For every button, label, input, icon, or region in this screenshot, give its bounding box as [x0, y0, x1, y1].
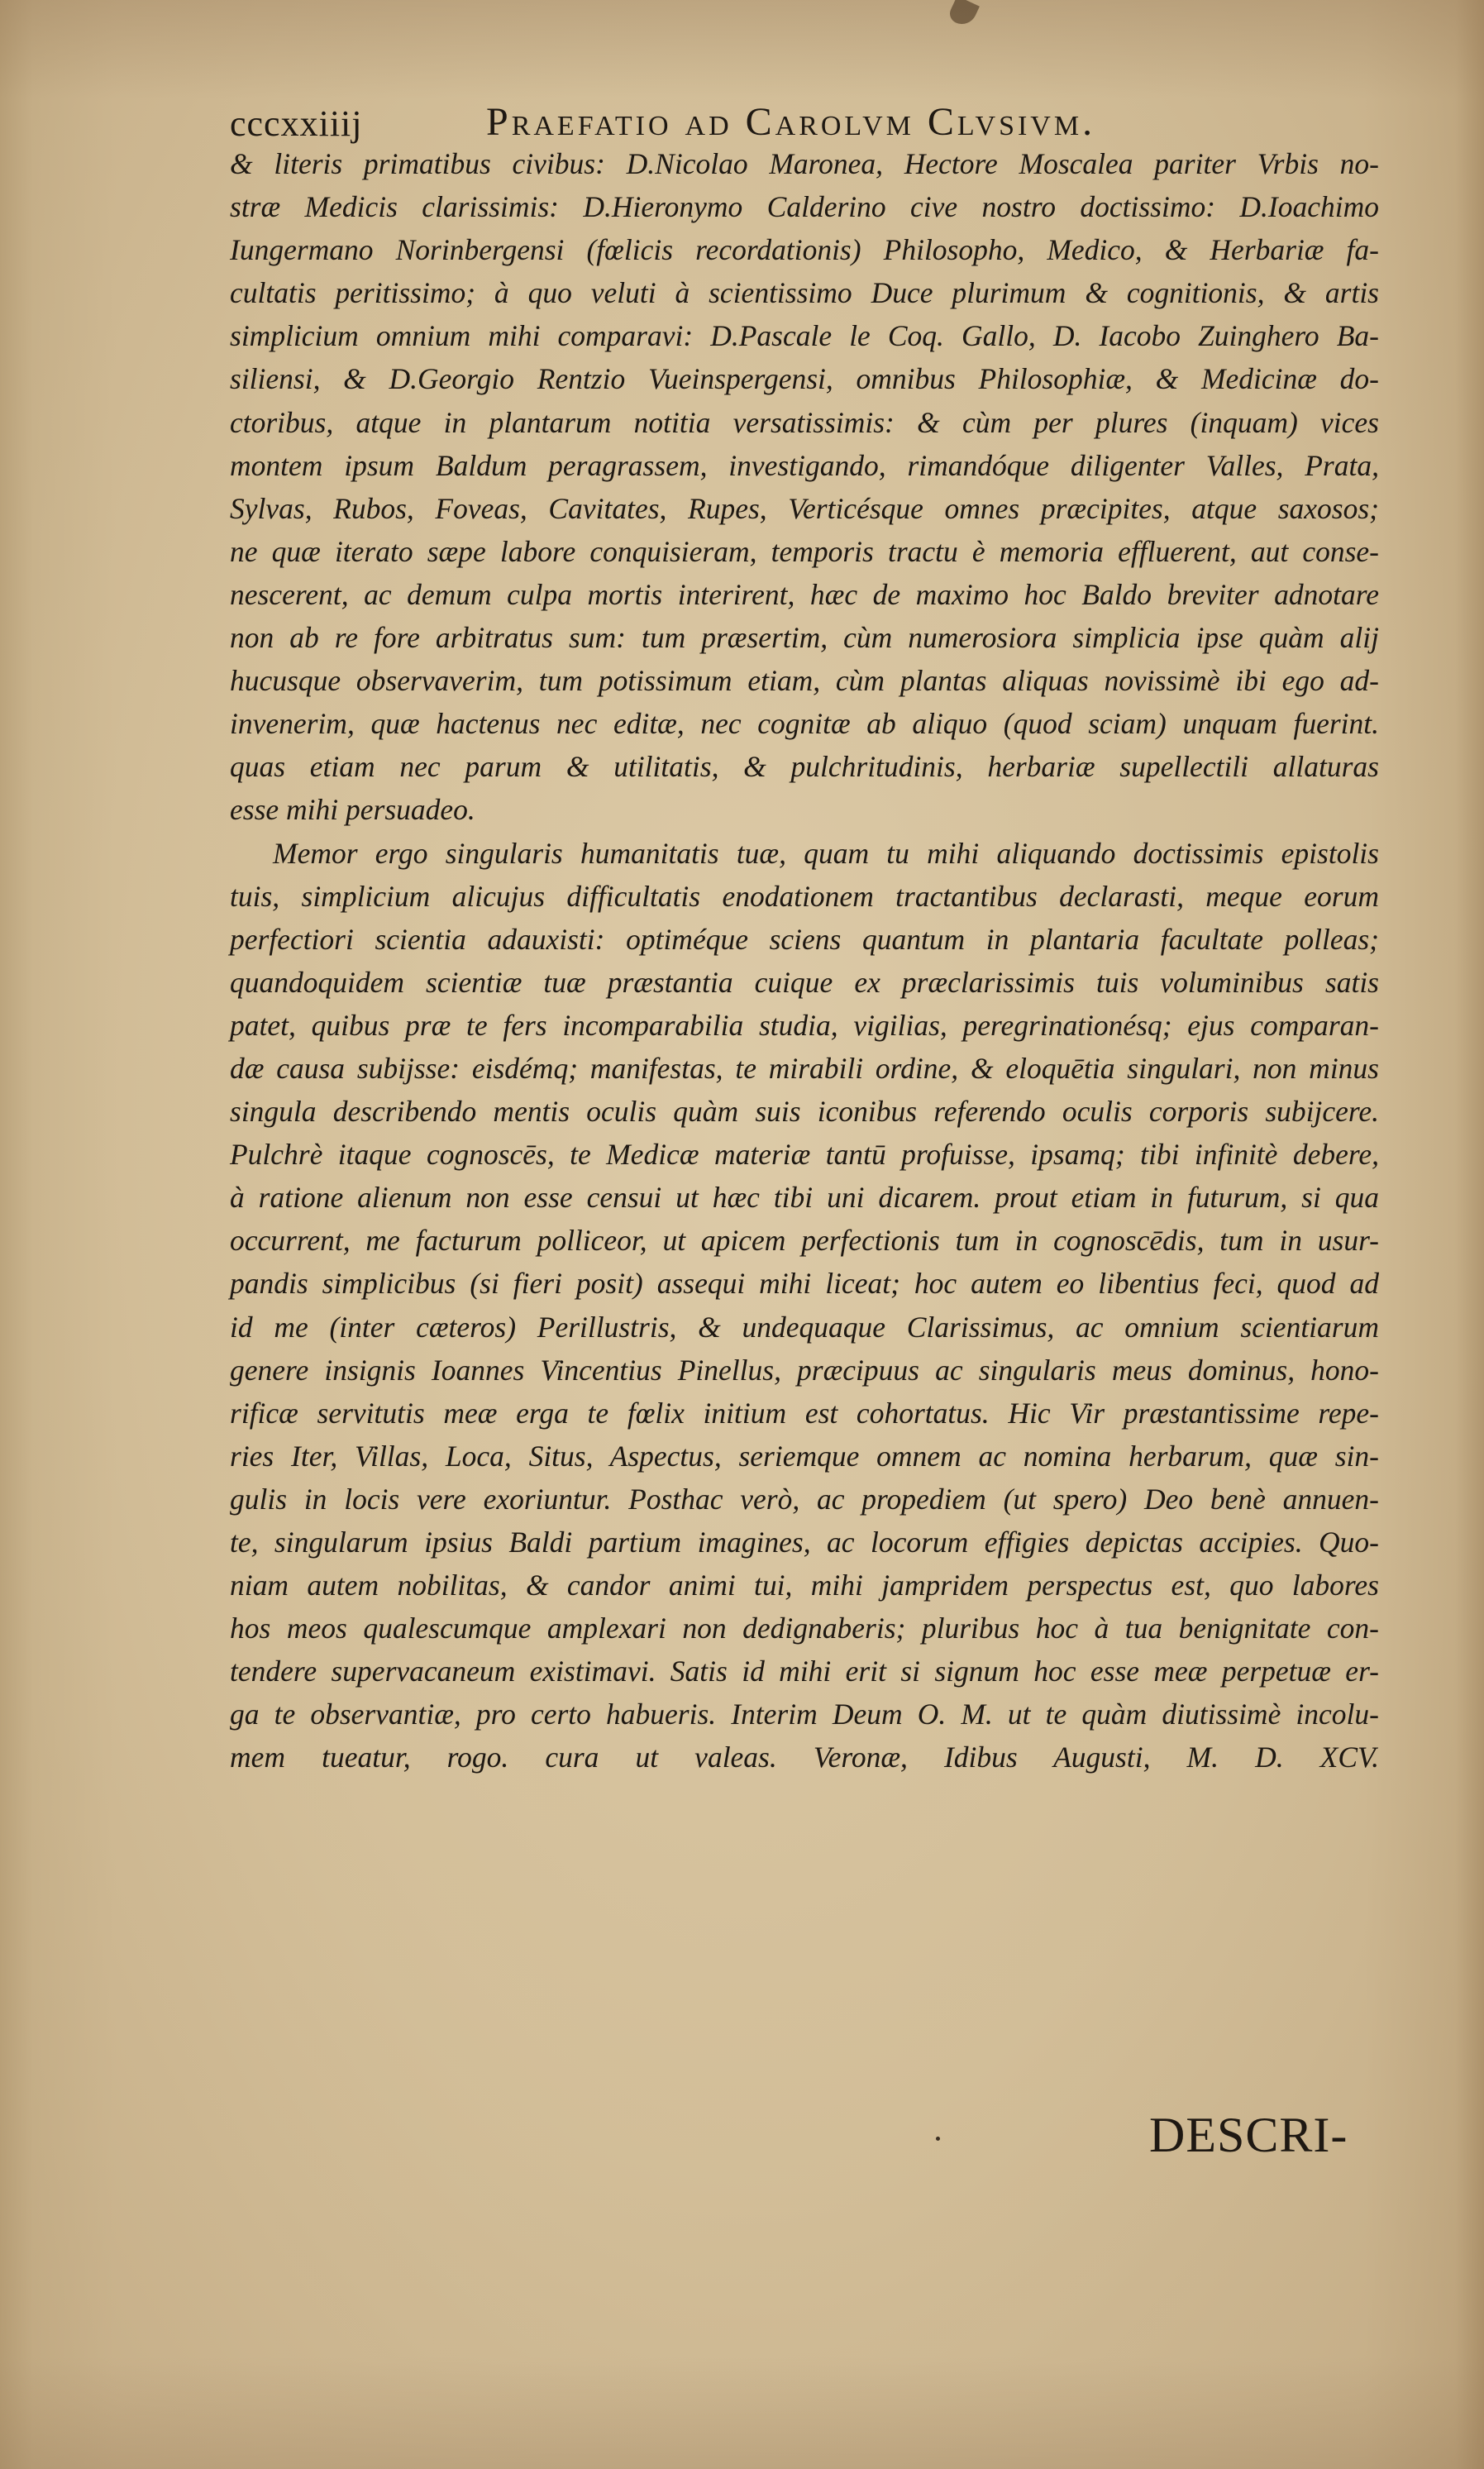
text-line: singula describendo mentis oculis quàm suis iconibus referendo oculis corporis subijcere. — [230, 1095, 1379, 1129]
text-line: id me (inter cæteros) Perillustris, & undequaque Clarissimus, ac omnium scientiarum — [230, 1310, 1379, 1344]
text-line: stræ Medicis clarissimis: D.Hieronymo Calderino cive nostro doctissimo: D.Ioachimo — [230, 190, 1379, 224]
text-line: genere insignis Ioannes Vincentius Pinellus, præcipuus ac singularis meus dominus, hono- — [230, 1353, 1379, 1387]
text-line: simplicium omnium mihi comparavi: D.Pascale le Coq. Gallo, D. Iacobo Zuinghero Ba- — [230, 319, 1379, 353]
text-line: Sylvas, Rubos, Foveas, Cavitates, Rupes, Verticésque omnes præcipites, atque saxosos; — [230, 491, 1379, 525]
text-line: quandoquidem scientiæ tuæ præstantia cuique ex præclarissimis tuis voluminibus satis — [230, 965, 1379, 999]
text-line: hucusque observaverim, tum potissimum etiam, cùm plantas aliquas novissimè ibi ego ad- — [230, 664, 1379, 698]
paragraph-end-line: esse mihi persuadeo. — [230, 793, 475, 827]
text-line: gulis in locis vere exoriuntur. Posthac verò, ac propediem (ut spero) Deo benè annuen- — [230, 1482, 1379, 1516]
text-line: occurrent, me facturum polliceor, ut apicem perfectionis tum in cognoscēdis, tum in usur- — [230, 1224, 1379, 1258]
bottom-edge-shadow — [0, 2357, 1484, 2469]
text-line: hos meos qualescumque amplexari non dedignaberis; pluribus hoc à tua benignitate con- — [230, 1612, 1379, 1645]
text-line: ne quæ iterato sæpe labore conquisieram, temporis tractu è memoria effluerent, aut conse- — [230, 534, 1379, 568]
text-line: ga te observantiæ, pro certo habueris. Interim Deum O. M. ut te quàm diutissimè incolu- — [230, 1698, 1379, 1731]
folio-number: cccxxiiij — [230, 103, 363, 144]
text-line: niam autem nobilitas, & candor animi tui, mihi jampridem perspectus est, quo labores — [230, 1569, 1379, 1602]
paragraph-first-line: Memor ergo singularis humanitatis tuæ, quam tu mihi aliquando doctissimis epistolis — [273, 836, 1379, 870]
top-edge-shadow — [0, 0, 1484, 99]
text-line: te, singularum ipsius Baldi partium imagines, ac locorum effigies depictas accipies. Quo- — [230, 1526, 1379, 1559]
text-line: invenerim, quæ hactenus nec editæ, nec cognitæ ab aliquo (quod sciam) unquam fuerint. — [230, 707, 1379, 741]
text-line: nescerent, ac demum culpa mortis interirent, hæc de maximo hoc Baldo breviter adnotare — [230, 577, 1379, 611]
ink-speck — [936, 2137, 940, 2141]
text-line: non ab re fore arbitratus sum: tum præsertim, cùm numerosiora simplicia ipse quàm alij — [230, 621, 1379, 655]
running-title: Praefatio ad Carolvm Clvsivm. — [486, 100, 1096, 144]
text-line: pandis simplicibus (si fieri posit) assequi mihi liceat; hoc autem eo libentius feci, quod ad — [230, 1267, 1379, 1301]
text-line: dæ causa subijsse: eisdémq; manifestas, te mirabili ordine, & eloquētia singulari, non minus — [230, 1051, 1379, 1085]
text-line: perfectiori scientia adauxisti: optiméque sciens quantum in plantaria facultate polleas; — [230, 922, 1379, 956]
ink-blot — [947, 0, 980, 29]
text-line: siliensi, & D.Georgio Rentzio Vueinspergensi, omnibus Philosophiæ, & Medicinæ do- — [230, 362, 1379, 396]
body-text — [230, 142, 1379, 1822]
text-line: montem ipsum Baldum peragrassem, investigando, rimandóque diligenter Valles, Prata, — [230, 448, 1379, 482]
page-header — [230, 93, 1379, 146]
text-line: tuis, simplicium alicujus difficultatis enodationem tractantibus declarasti, meque eorum — [230, 879, 1379, 913]
text-line: quas etiam nec parum & utilitatis, & pulchritudinis, herbariæ supellectili allaturas — [230, 750, 1379, 784]
text-line: mem tueatur, rogo. cura ut valeas. Veronæ, Idibus Augusti, M. D. XCV. — [230, 1741, 1379, 1774]
text-line: rificæ servitutis meæ erga te fœlix initium est cohortatus. Hic Vir præstantissime repe- — [230, 1396, 1379, 1430]
text-line: tendere supervacaneum existimavi. Satis id mihi erit si signum hoc esse meæ perpetuæ er- — [230, 1655, 1379, 1688]
text-line: à ratione alienum non esse censui ut hæc tibi uni dicarem. prout etiam in futurum, si qua — [230, 1181, 1379, 1215]
text-line: patet, quibus præ te fers incomparabilia studia, vigilias, peregrinationésq; ejus comparan- — [230, 1008, 1379, 1042]
text-line: cultatis peritissimo; à quo veluti à scientissimo Duce plurimum & cognitionis, & artis — [230, 276, 1379, 310]
text-line: Iungermano Norinbergensi (fœlicis recordationis) Philosopho, Medico, & Herbariæ fa- — [230, 233, 1379, 267]
text-line: ries Iter, Villas, Loca, Situs, Aspectus, seriemque omnem ac nomina herbarum, quæ sin- — [230, 1439, 1379, 1473]
closing-line — [230, 1779, 1379, 1822]
text-line: & literis primatibus civibus: D.Nicolao Maronea, Hectore Moscalea pariter Vrbis no- — [230, 147, 1379, 180]
text-line: ctoribus, atque in plantarum notitia versatissimis: & cùm per plures (inquam) vices — [230, 405, 1379, 439]
text-line: Pulchrè itaque cognoscēs, te Medicæ materiæ tantū profuisse, ipsamq; tibi infinitè debere, — [230, 1138, 1379, 1172]
catchword: DESCRI- — [1149, 2108, 1348, 2162]
